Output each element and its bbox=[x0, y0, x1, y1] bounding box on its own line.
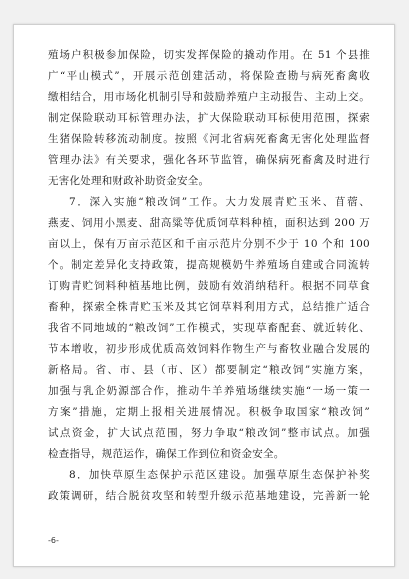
paragraph-grassland-protection bbox=[48, 465, 370, 507]
paragraph-livestock-insurance bbox=[48, 45, 370, 192]
text-line: 畜种，探索全株青贮玉米及其它饲草料利用方式，总结推广适合 bbox=[48, 301, 370, 313]
text-line: 燕麦、饲用小黑麦、甜高粱等优质饲草料种植，面积达到 200 万 bbox=[48, 217, 370, 229]
text-line: 试点资金，扩大试点范围，努力争取“粮改饲”整市试点。加强 bbox=[48, 427, 370, 439]
page-number: -6- bbox=[48, 536, 59, 545]
text-line: 我省不同地域的“粮改饲”工作模式，实现草畜配套、就近转化、 bbox=[48, 322, 370, 334]
text-line: 亩以上，保有万亩示范区和千亩示范片分别不少于 10 个和 100 bbox=[48, 238, 370, 250]
text-line: 新格局。省、市、县（市、区）都要制定“粮改饲”实施方案， bbox=[48, 364, 370, 376]
text-line: 制定保险联动耳标管理办法，扩大保险联动耳标使用范围，探索 bbox=[48, 112, 370, 124]
text-line: 加强与乳企奶源部合作，推动牛羊养殖场继续实施“一场一策一 bbox=[48, 385, 370, 397]
text-line: 订购青贮饲料种植基地比例，鼓励有效消纳秸秆。根据不同草食 bbox=[48, 280, 370, 292]
text-line: 政策调研，结合脱贫攻坚和转型升级示范基地建设，完善新一轮 bbox=[48, 490, 370, 502]
text-line: 缴相结合，用市场化机制引导和鼓励养殖户主动报告、主动上交。 bbox=[48, 91, 370, 103]
text-line: 广“平山模式”，开展示范创建活动，将保险查勘与病死畜禽收 bbox=[48, 70, 370, 82]
text-line: 无害化处理和财政补助资金安全。 bbox=[48, 175, 210, 187]
document-body bbox=[48, 45, 370, 507]
text-line: 殖场户积极参加保险，切实发挥保险的撬动作用。在 51 个县推 bbox=[48, 49, 370, 61]
text-line: 7．深入实施“粮改饲”工作。大力发展青贮玉米、苜蓿、 bbox=[69, 196, 370, 208]
text-line: 管理办法》有关要求，强化各环节监管，确保病死畜禽及时进行 bbox=[48, 154, 370, 166]
document-page bbox=[13, 24, 395, 567]
paragraph-grain-to-feed bbox=[48, 192, 370, 465]
text-line: 8．加快草原生态保护示范区建设。加强草原生态保护补奖 bbox=[69, 469, 370, 481]
text-line: 检查指导，规范运作，确保工作到位和资金安全。 bbox=[48, 448, 285, 460]
text-line: 方案”措施，定期上报相关进展情况。积极争取国家“粮改饲” bbox=[48, 406, 370, 418]
text-line: 节本增收，初步形成优质高效饲料作物生产与畜牧业融合发展的 bbox=[48, 343, 370, 355]
text-line: 个。制定差异化支持政策，提高规模奶牛养殖场自建或合同流转 bbox=[48, 259, 370, 271]
text-line: 生猪保险转移流动制度。按照《河北省病死畜禽无害化处理监督 bbox=[48, 133, 370, 145]
